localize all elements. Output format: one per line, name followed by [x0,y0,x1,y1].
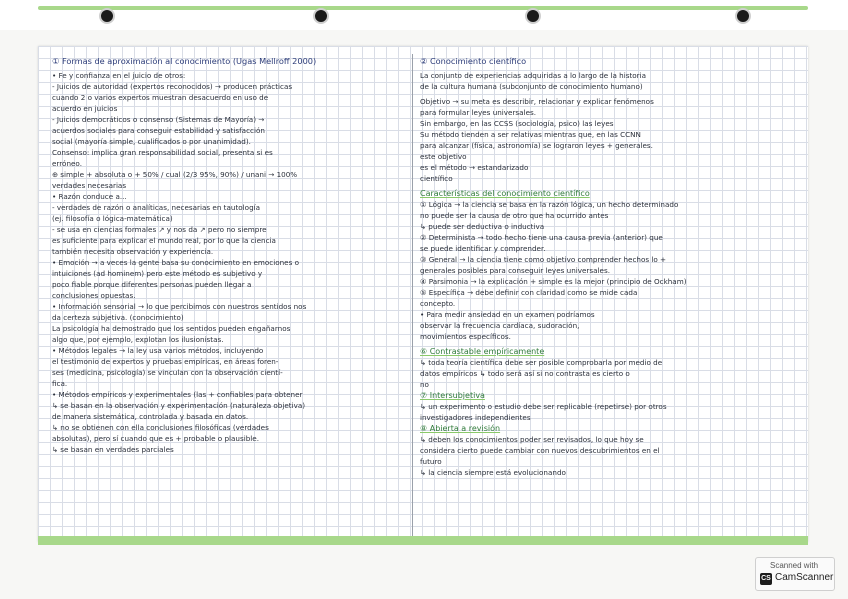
objetivo-line: científico [420,174,453,183]
revision-line: ↳ la ciencia siempre está evolucionando [420,468,566,477]
binder-hole-icon [735,8,751,24]
characteristic-line: movimientos específicos. [420,332,511,341]
characteristics-title: Características del conocimiento científico [420,189,590,198]
left-column [52,56,408,455]
characteristic-line: ⑤ Específica → debe definir con claridad como se mide cada [420,288,638,297]
note-line: • Métodos legales → la ley usa varios métodos, incluyendo [52,346,264,355]
binder-hole-icon [313,8,329,24]
characteristic-line: ④ Parsimonia → la explicación + simple es la mejor (principio de Ockham) [420,277,687,286]
characteristic-line: generales posibles para conseguir leyes universales. [420,266,610,275]
note-line: absolutas), pero sí cuando que es + probable o plausible. [52,434,259,443]
note-line: • Razón conduce a... [52,192,127,201]
note-line: - Juicios de autoridad (expertos reconocidos) → producen prácticas [52,82,293,91]
characteristic-line: se puede identificar y comprender. [420,244,546,253]
note-line: ↳ se basan en verdades parciales [52,445,174,454]
note-line: - se usa en ciencias formales ↗ y nos da ↗ pero no siempre [52,225,267,234]
camscanner-logo-icon: CS [760,573,772,585]
note-line: ↳ se basan en la observación y experimentación (naturaleza objetiva) [52,401,306,410]
contrastable-line: no [420,380,429,389]
note-line: • Emoción → a veces la gente basa su conocimiento en emociones o [52,258,300,267]
note-line: (ej. filosofía o lógica-matemática) [52,214,173,223]
note-line: • Información sensorial → lo que percibimos con nuestros sentidos nos [52,302,307,311]
intro-line: La conjunto de experiencias adquiridas a lo largo de la historia [420,71,647,80]
binder-hole-icon [525,8,541,24]
column-divider [412,54,413,538]
right-column-title: ② Conocimiento científico [420,56,527,66]
note-line: La psicología ha demostrado que los sentidos pueden engañarnos [52,324,291,333]
note-line: da certeza subjetiva. (conocimiento) [52,313,184,322]
note-line: es suficiente para explicar el mundo real, por lo que la ciencia [52,236,276,245]
revision-line: futuro [420,457,442,466]
note-line: conclusiones opuestas. [52,291,136,300]
note-line: ses (medicina, psicología) se vinculan con la observación cientí- [52,368,283,377]
note-line: fica. [52,379,68,388]
objetivo-line: para alcanzar (física, astronomía) se lograron leyes + generales. [420,141,653,150]
objetivo-line: Sin embargo, en las CCSS (sociología, psico) las leyes [420,119,614,128]
objetivo-line: este objetivo [420,152,467,161]
intersubjetiva-line: ↳ un experimento o estudio debe ser replicable (repetirse) por otros [420,402,667,411]
objetivo-line: es el método → estandarizado [420,163,529,172]
note-line: social (mayoría simple, cualificados o por unanimidad). [52,137,251,146]
note-line: - Juicios democráticos o consenso (Sistemas de Mayoría) → [52,115,265,124]
objetivo-line: Su método tienden a ser relativas mientras que, en las CCNN [420,130,641,139]
bottom-green-line [38,536,808,545]
intersubjetiva-title: ⑦ Intersubjetiva [420,391,485,400]
characteristic-line: concepto. [420,299,456,308]
camscanner-brand-text: CamScanner [775,572,834,583]
contrastable-title: ⑥ Contrastable empíricamente [420,347,545,356]
left-column-lines [52,70,408,455]
contrastable-line: ↳ toda teoría científica debe ser posible comprobarla por medio de [420,358,663,367]
note-line: algo que, por ejemplo, explotan los ilusionistas. [52,335,224,344]
left-column-title: ① Formas de aproximación al conocimiento (Ugas Mellroff 2000) [52,56,317,66]
characteristic-line: observar la frecuencia cardíaca, sudoración, [420,321,580,330]
intro-line: de la cultura humana (subconjunto de conocimiento humano) [420,82,643,91]
note-line: acuerdos sociales para conseguir estabilidad y satisfacción [52,126,265,135]
note-line: • Métodos empíricos y experimentales (las + confiables para obtener [52,390,303,399]
note-line: Consenso: implica gran responsabilidad social, presenta si es [52,148,273,157]
objetivo-line: para formular leyes universales. [420,108,537,117]
objetivo-line: Objetivo → su meta es describir, relacionar y explicar fenómenos [420,97,654,106]
note-line: ↳ no se obtienen con ella conclusiones filosóficas (verdades [52,423,269,432]
revision-line: considera cierto puede cambiar con nuevos descubrimientos en el [420,446,660,455]
note-line: el testimonio de expertos y pruebas empíricas, en áreas foren- [52,357,279,366]
characteristic-line: ② Determinista → todo hecho tiene una causa previa (anterior) que [420,233,663,242]
top-strip [0,0,848,30]
note-line: poco fiable porque diferentes personas pueden llegar a [52,280,252,289]
note-line: cuando 2 o varios expertos muestran desacuerdo en uso de [52,93,269,102]
revision-title: ⑧ Abierta a revisión [420,424,501,433]
note-line: acuerdo en juicios [52,104,118,113]
note-line: erróneo. [52,159,82,168]
characteristic-line: ↳ puede ser deductiva o inductiva [420,222,545,231]
camscanner-badge [755,557,835,591]
note-line: verdades necesarias [52,181,127,190]
note-line: • Fe y confianza en el juicio de otros: [52,71,186,80]
note-line: intuiciones (ad hominem) pero este método es subjetivo y [52,269,263,278]
characteristic-line: • Para medir ansiedad en un examen podríamos [420,310,595,319]
contrastable-line: datos empíricos ↳ todo será así si no contrasta es cierto o [420,369,630,378]
note-line: ⊕ simple + absoluta o + 50% / cual (2/3 95%, 90%) / unani → 100% [52,170,298,179]
right-column [420,56,800,478]
intersubjetiva-line: investigadores independientes [420,413,531,422]
binder-hole-icon [99,8,115,24]
top-green-line [38,6,808,10]
characteristic-line: ① Lógica → la ciencia se basa en la razón lógica, un hecho determinado [420,200,679,209]
note-line: - verdades de razón o analíticas, necesarias en tautología [52,203,261,212]
characteristic-line: no puede ser la causa de otro que ha ocurrido antes [420,211,609,220]
note-line: de manera sistemática, controlada y basada en datos. [52,412,249,421]
characteristic-line: ③ General → la ciencia tiene como objetivo comprender hechos lo + [420,255,667,264]
scanned-with-text: Scanned with [770,561,819,570]
note-line: también necesita observación y experiencia. [52,247,214,256]
revision-line: ↳ deben los conocimientos poder ser revisados, lo que hoy se [420,435,644,444]
